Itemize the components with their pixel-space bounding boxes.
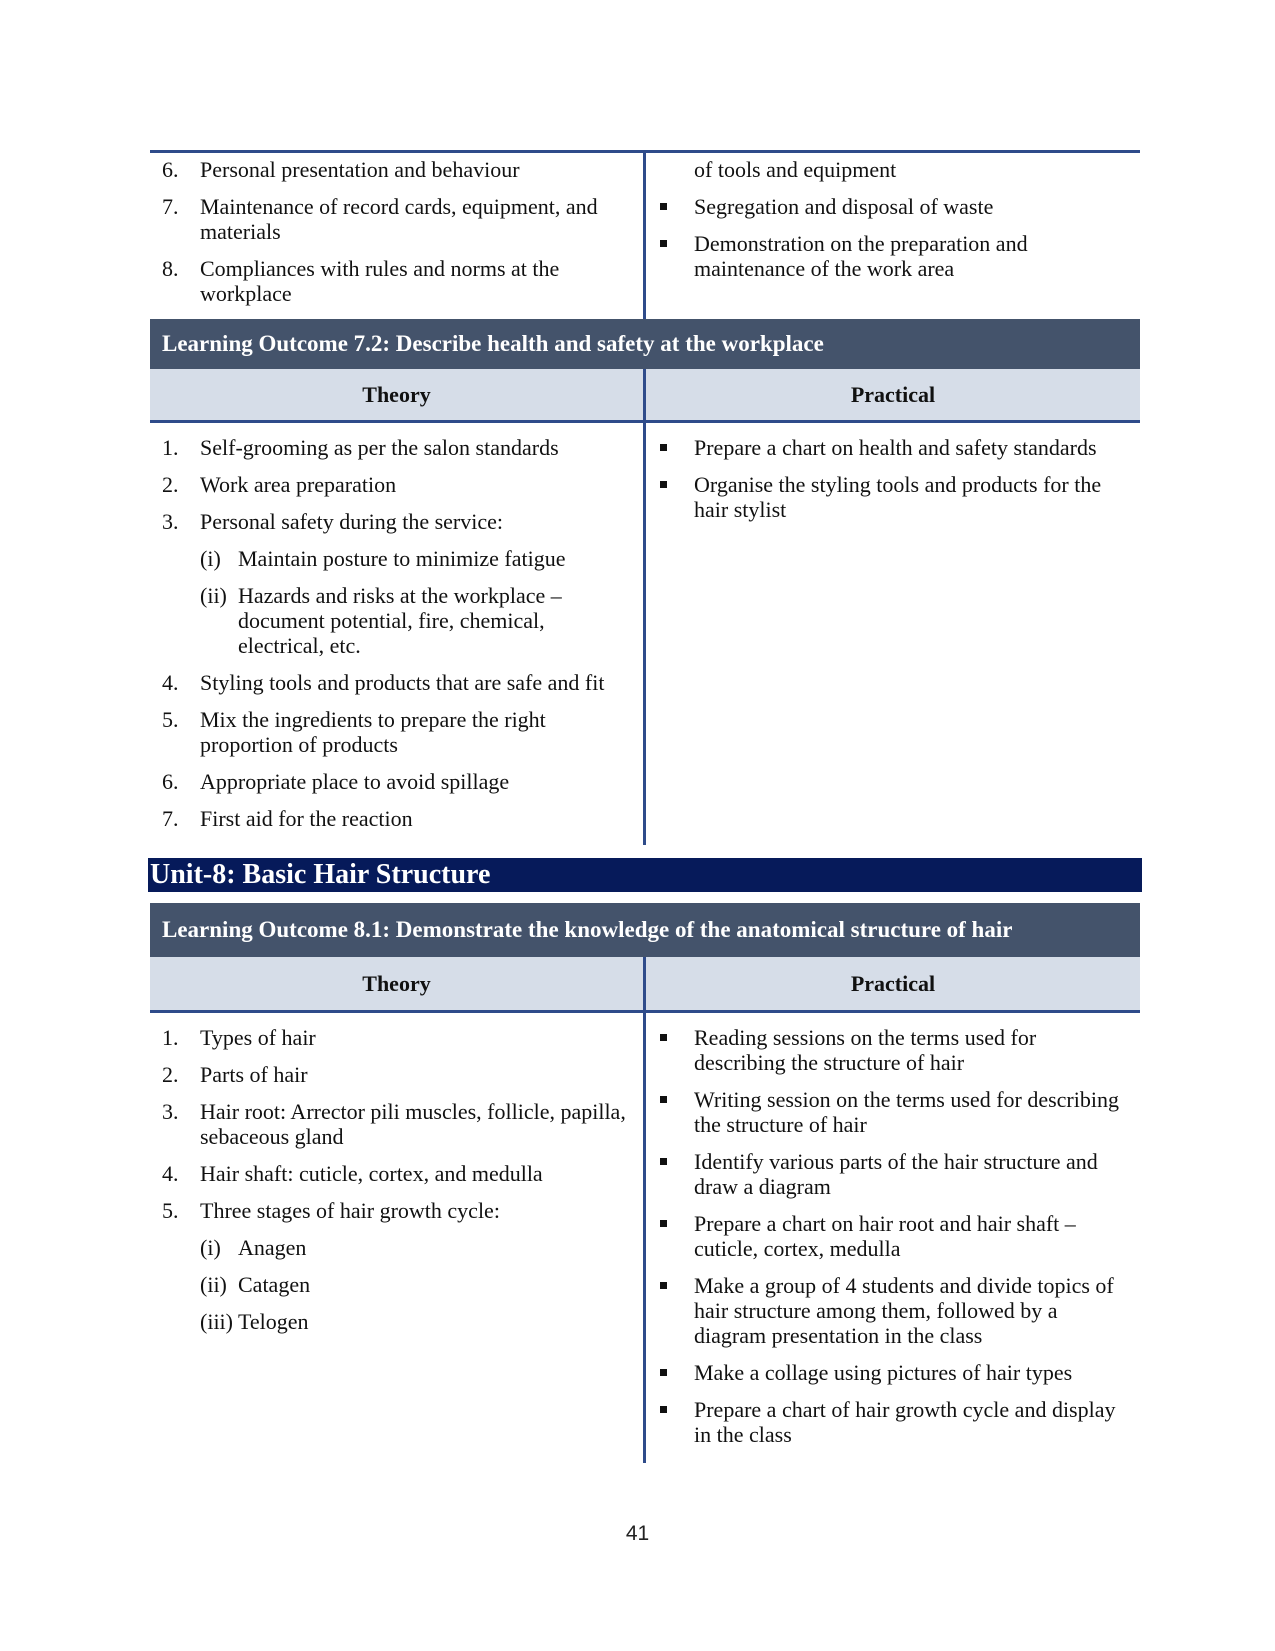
lo81-body [150,1013,1140,1463]
sub-item-number: (iii) [200,1309,233,1334]
item-text: Work area preparation [200,472,397,497]
theory-column [150,423,646,845]
column-header-row [150,369,1140,423]
item-text: Maintain posture to minimize fatigue [238,546,566,571]
list-item [150,256,643,306]
square-bullet-icon [646,1149,694,1199]
list-item [150,1099,643,1149]
item-text: Anagen [238,1235,307,1260]
sub-list-item [150,1272,643,1297]
item-text: Prepare a chart on hair root and hair shaft – cuticle, cortex, medulla [694,1211,1076,1261]
sub-item-number: (i) [200,546,221,571]
practical-header: Practical [850,970,936,996]
bullet-item [646,1211,1140,1261]
list-item [150,1161,643,1186]
continuation-theory-column [150,153,646,319]
sub-list-item [150,546,643,571]
item-text: Hair shaft: cuticle, cortex, and medulla [200,1161,543,1186]
square-bullet-icon [646,1397,694,1447]
item-text: Telogen [238,1309,309,1334]
item-text: Parts of hair [200,1062,308,1087]
item-text: Organise the styling tools and products for the hair stylist [694,472,1102,522]
item-text: Appropriate place to avoid spillage [200,769,510,794]
bullet-item [646,1397,1140,1447]
item-text: Self-grooming as per the salon standards [200,435,559,460]
item-text: Three stages of hair growth cycle: [200,1198,500,1223]
item-text: Hazards and risks at the workplace – document potential, fire, chemical, electrical, etc. [238,583,562,658]
practical-header: Practical [850,381,936,407]
bullet-item [646,194,1140,219]
sub-item-number: (i) [200,1235,221,1260]
item-number: 1. [162,435,179,460]
square-bullet-icon [646,1273,694,1348]
item-text: Catagen [238,1272,311,1297]
item-text: Styling tools and products that are safe and fit [200,670,605,695]
square-bullet-icon [646,1360,694,1385]
theory-header: Theory [150,369,646,420]
item-number: 7. [162,194,179,219]
bullet-item [646,435,1140,460]
item-number: 5. [162,707,179,732]
learning-outcome-title: Learning Outcome 8.1: Demonstrate the knowledge of the anatomical structure of hair [150,903,1140,957]
item-text: Prepare a chart on health and safety standards [694,435,1097,460]
item-number: 8. [162,256,179,281]
practical-column [646,1013,1140,1463]
list-item [150,769,643,794]
square-bullet-icon [646,472,694,522]
list-item [150,194,643,244]
list-item [150,509,643,534]
theory-column [150,1013,646,1463]
item-number: 6. [162,769,179,794]
sub-list-item [150,583,643,658]
square-bullet-icon [646,194,694,219]
item-text: Mix the ingredients to prepare the right proportion of products [200,707,546,757]
practical-column [646,423,1140,845]
item-text: Maintenance of record cards, equipment, and materials [200,194,598,244]
item-number: 7. [162,806,179,831]
continuation-row [150,153,1140,319]
item-number: 1. [162,1025,179,1050]
list-item [150,1025,643,1050]
item-text: Writing session on the terms used for describing the structure of hair [694,1087,1119,1137]
square-bullet-icon [646,1211,694,1261]
list-item [150,435,643,460]
sub-item-number: (ii) [200,1272,227,1297]
list-item [150,472,643,497]
item-number: 4. [162,1161,179,1186]
continuation-table [150,150,1140,319]
item-text: Personal presentation and behaviour [200,157,520,182]
item-number: 4. [162,670,179,695]
item-text: Compliances with rules and norms at the workplace [200,256,560,306]
item-number: 2. [162,1062,179,1087]
square-bullet-icon [646,435,694,460]
bullet-item [646,1087,1140,1137]
continued-text: of tools and equipment [694,157,897,182]
item-text: First aid for the reaction [200,806,413,831]
item-text: Hair root: Arrector pili muscles, follicle, papilla, sebaceous gland [200,1099,626,1149]
item-text: Demonstration on the preparation and maintenance of the work area [694,231,1028,281]
unit-title: Unit-8: Basic Hair Structure [148,858,1142,892]
bullet-item [646,1273,1140,1348]
square-bullet-icon [646,231,694,281]
lo72-body [150,423,1140,845]
sub-list-item [150,1235,643,1260]
square-bullet-icon [646,1087,694,1137]
theory-header: Theory [150,957,646,1010]
page-number: 41 [625,1522,650,1545]
item-text: Prepare a chart of hair growth cycle and display in the class [694,1397,1116,1447]
item-text: Make a group of 4 students and divide topics of hair structure among them, followed by a diagram presentation in the class [694,1273,1114,1348]
list-item [150,157,643,182]
bullet-item [646,1149,1140,1199]
item-text: Make a collage using pictures of hair types [694,1360,1073,1385]
item-number: 3. [162,1099,179,1124]
item-number: 6. [162,157,179,182]
item-text: Personal safety during the service: [200,509,504,534]
sub-item-number: (ii) [200,583,227,608]
list-item [150,1062,643,1087]
bullet-item [646,1360,1140,1385]
item-number: 3. [162,509,179,534]
list-item [150,806,643,831]
list-item [150,670,643,695]
sub-list-item [150,1309,643,1334]
square-bullet-icon [646,1025,694,1075]
column-header-row [150,957,1140,1013]
item-number: 2. [162,472,179,497]
bullet-item [646,1025,1140,1075]
list-item [150,1198,643,1223]
learning-outcome-title: Learning Outcome 7.2: Describe health and safety at the workplace [150,319,1140,369]
item-number: 5. [162,1198,179,1223]
list-item [150,707,643,757]
item-text: Types of hair [200,1025,316,1050]
bullet-item [646,231,1140,281]
item-text: Identify various parts of the hair structure and draw a diagram [694,1149,1098,1199]
item-text: Reading sessions on the terms used for describing the structure of hair [694,1025,1037,1075]
bullet-item [646,472,1140,522]
item-text: Segregation and disposal of waste [694,194,994,219]
continuation-practical-column [646,153,1140,319]
